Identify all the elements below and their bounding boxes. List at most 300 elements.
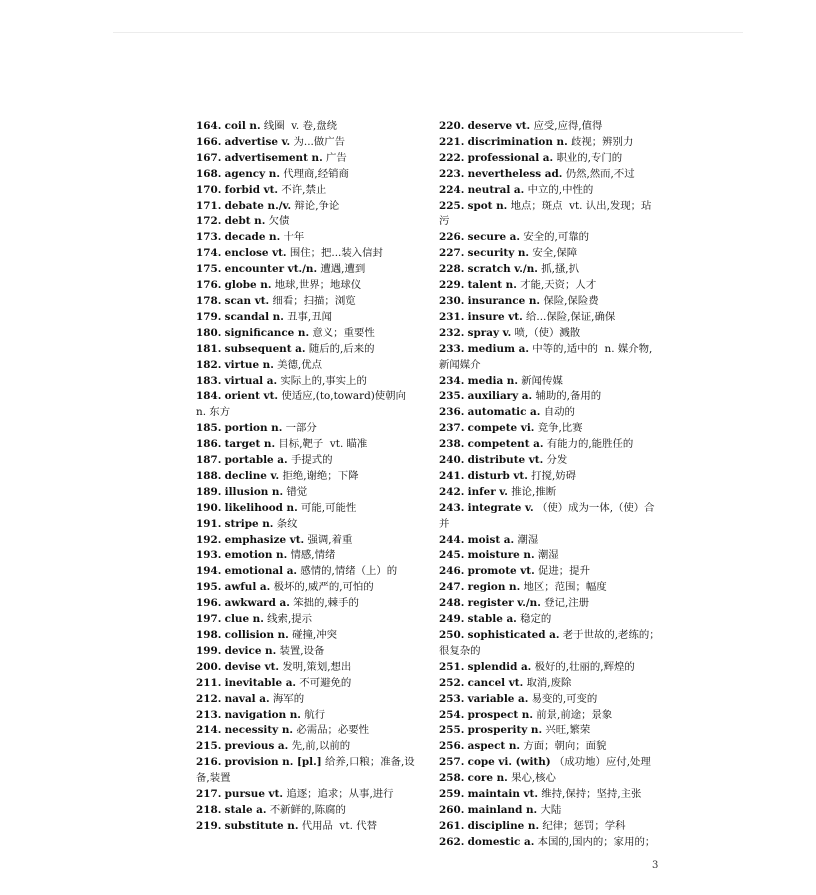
entry-number: 260. <box>439 803 465 816</box>
entry-number: 253. <box>439 692 465 705</box>
entry-headword: orient vt. <box>224 390 279 403</box>
entry-headword: subsequent a. <box>224 342 306 355</box>
entry-number: 198. <box>196 629 222 641</box>
entry-headword: collision n. <box>224 629 289 641</box>
entry-definition: 歧视；辨别力 <box>571 135 634 148</box>
entry-headword: significance n. <box>224 326 310 339</box>
entry-number: 192. <box>196 533 222 546</box>
entry-definition: 辅助的,备用的 <box>535 390 602 403</box>
entry-headword: devise vt. <box>224 660 280 673</box>
vocab-entry <box>439 580 661 596</box>
entry-definition: 随后的,后来的 <box>308 342 375 355</box>
vocab-entry <box>439 612 661 628</box>
vocab-entry <box>196 739 422 755</box>
entry-number: 256. <box>439 740 465 753</box>
entry-definition: 地球,世界；地球仪 <box>274 279 362 292</box>
entry-number: 258. <box>439 772 465 785</box>
entry-definition: （使）成为一体,（使）合并 <box>439 501 655 530</box>
entry-definition: 给养,口粮；准备,设备,装置 <box>196 756 415 785</box>
entry-definition: 遭遇,遭到 <box>320 263 366 276</box>
entry-definition: 必需品；必要性 <box>296 724 370 737</box>
entry-number: 240. <box>439 454 465 467</box>
entry-number: 233. <box>439 342 465 355</box>
vocab-entry <box>196 564 422 580</box>
entry-number: 250. <box>439 629 465 641</box>
entry-headword: register v./n. <box>467 597 541 610</box>
entry-headword: prosperity n. <box>467 724 543 737</box>
entry-number: 196. <box>196 597 222 610</box>
entry-number: 212. <box>196 692 222 705</box>
entry-number: 257. <box>439 756 465 769</box>
entry-definition: 大陆 <box>540 803 562 816</box>
entry-headword: domestic a. <box>467 835 535 848</box>
entry-headword: naval a. <box>224 692 270 705</box>
entry-headword: stripe n. <box>224 517 274 530</box>
entry-number: 232. <box>439 326 465 339</box>
entry-number: 242. <box>439 485 465 498</box>
vocab-entry <box>439 533 661 549</box>
vocab-entry <box>196 596 422 612</box>
vocab-entry <box>196 119 422 135</box>
vocab-entry <box>196 676 422 692</box>
entry-headword: neutral a. <box>467 183 525 196</box>
entry-headword: debate n./v. <box>224 199 292 212</box>
entry-number: 168. <box>196 167 222 180</box>
entry-number: 167. <box>196 151 222 164</box>
vocab-entry <box>196 548 422 564</box>
vocab-entry <box>196 453 422 469</box>
entry-definition: 可能,可能性 <box>301 501 357 514</box>
vocab-entry <box>439 485 661 501</box>
vocab-entry <box>196 135 422 151</box>
entry-headword: decline v. <box>224 469 280 482</box>
entry-definition: 代理商,经销商 <box>283 167 349 180</box>
vocab-entry <box>196 660 422 676</box>
vocab-entry <box>439 437 661 453</box>
entry-headword: virtual a. <box>224 374 278 387</box>
entry-headword: prospect n. <box>467 708 533 721</box>
entry-number: 235. <box>439 390 465 403</box>
entry-headword: core n. <box>467 772 508 785</box>
entry-definition: 职业的,专门的 <box>556 151 623 164</box>
entry-headword: aspect n. <box>467 740 520 753</box>
entry-headword: competent a. <box>467 438 544 451</box>
entry-number: 261. <box>439 819 465 832</box>
vocab-entry <box>439 628 661 660</box>
entry-definition: 竞争,比赛 <box>537 422 583 435</box>
entry-number: 222. <box>439 151 465 164</box>
entry-number: 166. <box>196 135 222 148</box>
vocab-entry <box>196 469 422 485</box>
entry-headword: target n. <box>224 438 276 451</box>
entry-headword: security n. <box>467 247 530 260</box>
vocab-entry <box>439 564 661 580</box>
vocab-entry <box>439 389 661 405</box>
entry-headword: talent n. <box>467 279 517 292</box>
vocab-entry <box>439 119 661 135</box>
entry-number: 229. <box>439 279 465 292</box>
entry-headword: spray v. <box>467 326 512 339</box>
entry-headword: globe n. <box>224 279 272 292</box>
entry-definition: 登记,注册 <box>544 597 590 610</box>
entry-number: 218. <box>196 803 222 816</box>
entry-definition: 碰撞,冲突 <box>292 629 337 641</box>
vocab-entry <box>439 342 661 374</box>
entry-number: 171. <box>196 199 222 212</box>
entry-number: 225. <box>439 199 465 212</box>
vocab-entry <box>439 135 661 151</box>
entry-definition: 保险,保险费 <box>543 294 599 307</box>
entry-headword: navigation n. <box>224 708 301 721</box>
vocab-entry <box>439 405 661 421</box>
entry-definition: 先,前,以前的 <box>291 740 351 753</box>
entry-number: 213. <box>196 708 222 721</box>
entry-headword: media n. <box>467 374 518 387</box>
entry-definition: 强调,着重 <box>307 533 353 546</box>
vocab-entry <box>196 501 422 517</box>
entry-definition: 有能力的,能胜任的 <box>546 438 634 451</box>
entry-number: 214. <box>196 724 222 737</box>
entry-headword: spot n. <box>467 199 508 212</box>
entry-headword: decade n. <box>224 231 281 244</box>
entry-headword: variable a. <box>467 692 529 705</box>
entry-number: 254. <box>439 708 465 721</box>
entry-number: 164. <box>196 120 222 132</box>
entry-number: 190. <box>196 501 222 514</box>
entry-definition: 丑事,丑闻 <box>287 310 333 323</box>
entry-headword: insurance n. <box>467 294 541 307</box>
vocab-entry <box>196 723 422 739</box>
entry-definition: 线圈 v. 卷,盘绕 <box>263 120 337 132</box>
entry-definition: 代用品 vt. 代替 <box>301 819 377 832</box>
entry-number: 243. <box>439 501 465 514</box>
entry-number: 200. <box>196 660 222 673</box>
vocab-entry <box>196 278 422 294</box>
entry-headword: professional a. <box>467 151 554 164</box>
vocab-entry <box>196 692 422 708</box>
entry-number: 178. <box>196 294 222 307</box>
vocab-entry <box>196 230 422 246</box>
vocab-entry <box>196 310 422 326</box>
entry-number: 197. <box>196 613 222 626</box>
entry-definition: 分发 <box>546 454 568 467</box>
vocab-entry <box>196 167 422 183</box>
vocab-entry <box>439 278 661 294</box>
entry-number: 262. <box>439 835 465 848</box>
vocab-entry <box>439 787 661 803</box>
entry-number: 186. <box>196 438 222 451</box>
entry-definition: 极坏的,威严的,可怕的 <box>273 581 374 594</box>
vocab-entry <box>439 596 661 612</box>
entry-headword: stale a. <box>224 803 267 816</box>
entry-definition: 安全,保障 <box>532 247 578 260</box>
entry-definition: 发明,策划,想出 <box>282 660 352 673</box>
entry-number: 251. <box>439 660 465 673</box>
entry-number: 220. <box>439 120 465 132</box>
entry-definition: 打搅,妨碍 <box>531 469 577 482</box>
entry-definition: （成功地）应付,处理 <box>554 756 651 769</box>
vocab-entry <box>196 421 422 437</box>
entry-headword: maintain vt. <box>467 788 538 801</box>
vocab-entry <box>439 548 661 564</box>
vocab-entry <box>439 676 661 692</box>
entry-definition: 不许,禁止 <box>281 183 327 196</box>
entry-number: 219. <box>196 819 222 832</box>
entry-number: 247. <box>439 581 465 594</box>
entry-definition: 给...保险,保证,确保 <box>526 310 616 323</box>
entry-headword: auxiliary a. <box>467 390 533 403</box>
entry-definition: 潮湿 <box>537 549 559 562</box>
entry-number: 187. <box>196 454 222 467</box>
vocab-entry <box>196 374 422 390</box>
entry-number: 241. <box>439 469 465 482</box>
entry-definition: 不可避免的 <box>299 676 352 689</box>
entry-headword: portable a. <box>224 454 288 467</box>
entry-definition: 促进；提升 <box>538 565 590 578</box>
entry-definition: 潮湿 <box>517 533 539 546</box>
vocab-entry <box>439 660 661 676</box>
entry-definition: 前景,前途；景象 <box>536 708 613 721</box>
entry-headword: compete vi. <box>467 422 535 435</box>
entry-headword: provision n. [pl.] <box>224 756 322 769</box>
entry-headword: scan vt. <box>224 294 270 307</box>
entry-definition: 推论,推断 <box>511 485 557 498</box>
entry-definition: 围住；把...装入信封 <box>289 247 383 260</box>
entry-number: 224. <box>439 183 465 196</box>
entry-definition: 极好的,壮丽的,辉煌的 <box>534 660 635 673</box>
vocab-entry <box>439 151 661 167</box>
entry-number: 175. <box>196 263 222 276</box>
entry-number: 183. <box>196 374 222 387</box>
vocab-entry <box>439 326 661 342</box>
page-number: 3 <box>652 860 659 871</box>
entry-number: 174. <box>196 247 222 260</box>
entry-headword: cope vi. (with) <box>467 756 551 769</box>
entry-definition: 十年 <box>283 231 305 244</box>
entry-number: 184. <box>196 390 222 403</box>
entry-number: 179. <box>196 310 222 323</box>
entry-number: 217. <box>196 788 222 801</box>
entry-definition: 细看；扫描；浏览 <box>272 294 356 307</box>
entry-number: 173. <box>196 231 222 244</box>
entry-headword: advertise v. <box>224 135 291 148</box>
vocab-entry <box>196 628 422 644</box>
entry-headword: inevitable a. <box>224 676 297 689</box>
entry-headword: promote vt. <box>467 565 535 578</box>
entry-definition: 笨拙的,棘手的 <box>293 597 359 610</box>
entry-headword: nevertheless ad. <box>467 167 563 180</box>
entry-definition: 兴旺,繁荣 <box>545 724 591 737</box>
entry-headword: emotion n. <box>224 549 288 562</box>
entry-definition: 使适应,(to,toward)使朝向 n. 东方 <box>196 390 413 419</box>
vocab-entry <box>196 214 422 230</box>
entry-headword: integrate v. <box>467 501 534 514</box>
vocab-entry <box>439 374 661 390</box>
entry-headword: previous a. <box>224 740 289 753</box>
vocab-entry <box>439 708 661 724</box>
entry-definition: 维持,保持；坚持,主张 <box>541 788 642 801</box>
header-rule <box>113 32 743 33</box>
entry-definition: 纪律；惩罚；学科 <box>542 819 626 832</box>
entry-number: 234. <box>439 374 465 387</box>
entry-definition: 中等的,适中的 n. 媒介物,新闻媒介 <box>439 342 653 371</box>
entry-headword: emphasize vt. <box>224 533 305 546</box>
entry-headword: portion n. <box>224 422 283 435</box>
entry-number: 227. <box>439 247 465 260</box>
entry-definition: 不新鲜的,陈腐的 <box>269 803 346 816</box>
entry-headword: moisture n. <box>467 549 535 562</box>
entry-number: 230. <box>439 294 465 307</box>
entry-definition: 新闻传媒 <box>521 374 563 387</box>
vocab-entry <box>439 835 661 851</box>
entry-headword: device n. <box>224 644 277 657</box>
entry-number: 211. <box>196 676 222 689</box>
entry-definition: 自动的 <box>543 406 575 419</box>
entry-headword: coil n. <box>224 120 261 132</box>
vocab-entry <box>439 469 661 485</box>
entry-headword: necessity n. <box>224 724 294 737</box>
entry-number: 189. <box>196 485 222 498</box>
entry-definition: 取消,废除 <box>526 676 572 689</box>
vocab-entry <box>439 692 661 708</box>
entry-headword: advertisement n. <box>224 151 323 164</box>
entry-headword: disturb vt. <box>467 469 528 482</box>
entry-headword: discrimination n. <box>467 135 568 148</box>
entry-headword: moist a. <box>467 533 515 546</box>
entry-definition: 中立的,中性的 <box>527 183 594 196</box>
vocab-entry <box>196 708 422 724</box>
vocab-entry <box>196 294 422 310</box>
entry-definition: 为...做广告 <box>293 135 345 148</box>
vocab-entry <box>196 580 422 596</box>
entry-headword: splendid a. <box>467 660 532 673</box>
entry-definition: 意义；重要性 <box>312 326 375 339</box>
entry-definition: 目标,靶子 vt. 瞄准 <box>278 438 368 451</box>
vocab-entry <box>439 310 661 326</box>
entry-number: 185. <box>196 422 222 435</box>
entry-definition: 广告 <box>326 151 347 164</box>
vocab-entry <box>439 453 661 469</box>
vocab-entry <box>196 485 422 501</box>
entry-definition: 安全的,可靠的 <box>523 231 589 244</box>
entry-number: 199. <box>196 644 222 657</box>
vocab-entry <box>196 151 422 167</box>
vocab-entry <box>439 421 661 437</box>
entry-headword: automatic a. <box>467 406 541 419</box>
entry-number: 216. <box>196 756 222 769</box>
entry-number: 252. <box>439 676 465 689</box>
entry-headword: likelihood n. <box>224 501 298 514</box>
entry-headword: sophisticated a. <box>467 629 560 641</box>
vocab-entry <box>196 342 422 358</box>
entry-headword: agency n. <box>224 167 280 180</box>
entry-number: 249. <box>439 613 465 626</box>
vocab-entry <box>196 517 422 533</box>
entry-number: 238. <box>439 438 465 451</box>
entry-definition: 欠债 <box>268 215 290 228</box>
entry-number: 215. <box>196 740 222 753</box>
vocab-entry <box>439 262 661 278</box>
entry-number: 176. <box>196 279 222 292</box>
entry-definition: 美德,优点 <box>277 358 323 371</box>
entry-number: 244. <box>439 533 465 546</box>
vocab-entry <box>439 723 661 739</box>
entry-number: 237. <box>439 422 465 435</box>
entry-headword: medium a. <box>467 342 529 355</box>
entry-definition: 方面；朝向；面貌 <box>523 740 607 753</box>
entry-number: 172. <box>196 215 222 228</box>
entry-headword: discipline n. <box>467 819 540 832</box>
vocab-entry <box>196 183 422 199</box>
entry-definition: 易变的,可变的 <box>531 692 598 705</box>
entry-number: 259. <box>439 788 465 801</box>
entry-definition: 喷,（使）溅散 <box>514 326 581 339</box>
right-column <box>439 119 661 851</box>
entry-number: 221. <box>439 135 465 148</box>
entry-definition: 本国的,国内的；家用的； <box>537 835 656 848</box>
entry-headword: emotional a. <box>224 565 298 578</box>
entry-headword: deserve vt. <box>467 120 531 132</box>
vocab-entry <box>196 819 422 835</box>
vocab-entry <box>196 389 422 421</box>
entry-headword: illusion n. <box>224 485 284 498</box>
vocab-entry <box>439 199 661 231</box>
vocab-entry <box>196 358 422 374</box>
vocab-entry <box>439 246 661 262</box>
entry-number: 231. <box>439 310 465 323</box>
vocab-entry <box>196 803 422 819</box>
entry-definition: 仍然,然而,不过 <box>565 167 635 180</box>
entry-definition: 老于世故的,老练的；很复杂的 <box>439 629 660 657</box>
vocab-entry <box>196 787 422 803</box>
entry-headword: virtue n. <box>224 358 274 371</box>
vocab-entry <box>196 755 422 787</box>
entry-headword: distribute vt. <box>467 454 544 467</box>
entry-number: 182. <box>196 358 222 371</box>
vocab-entry <box>439 501 661 533</box>
vocab-entry <box>439 803 661 819</box>
left-column <box>196 119 422 835</box>
entry-headword: scratch v./n. <box>467 263 538 276</box>
vocab-entry <box>439 183 661 199</box>
entry-headword: infer v. <box>467 485 508 498</box>
entry-definition: 线索,提示 <box>267 613 313 626</box>
vocab-entry <box>439 230 661 246</box>
vocab-entry <box>439 739 661 755</box>
entry-headword: forbid vt. <box>224 183 279 196</box>
entry-number: 245. <box>439 549 465 562</box>
vocab-entry <box>439 771 661 787</box>
entry-definition: 条纹 <box>276 517 298 530</box>
vocab-entry <box>439 167 661 183</box>
entry-number: 180. <box>196 326 222 339</box>
entry-definition: 手提式的 <box>290 454 333 467</box>
entry-headword: stable a. <box>467 613 517 626</box>
entry-definition: 情感,情绪 <box>290 549 336 562</box>
vocab-entry <box>196 326 422 342</box>
entry-headword: insure vt. <box>467 310 523 323</box>
entry-headword: awkward a. <box>224 597 290 610</box>
entry-number: 193. <box>196 549 222 562</box>
entry-number: 170. <box>196 183 222 196</box>
entry-definition: 海军的 <box>272 692 305 705</box>
entry-headword: cancel vt. <box>467 676 524 689</box>
entry-number: 255. <box>439 724 465 737</box>
vocab-entry <box>196 262 422 278</box>
entry-definition: 抓,搔,扒 <box>541 263 579 276</box>
entry-headword: region n. <box>467 581 521 594</box>
entry-definition: 感情的,情绪（上）的 <box>300 565 398 578</box>
